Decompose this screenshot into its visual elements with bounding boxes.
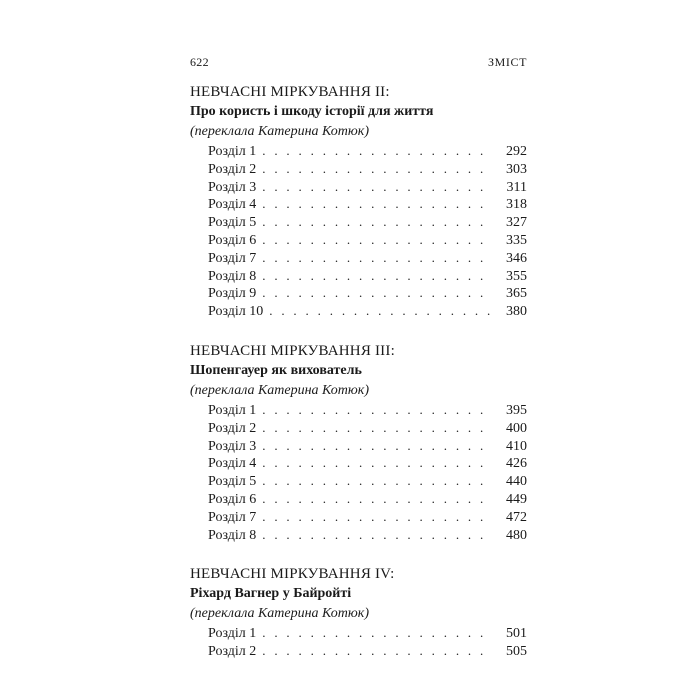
section-translator-note: (переклала Катерина Котюк) xyxy=(190,382,369,398)
toc-entry-page-number: 426 xyxy=(506,456,527,472)
toc-entry-label: Розділ 2 xyxy=(208,420,257,436)
toc-entry-label: Розділ 9 xyxy=(208,286,257,302)
toc-entry-label: Розділ 1 xyxy=(208,402,257,418)
dot-leader xyxy=(262,178,493,196)
table-of-contents xyxy=(190,83,527,682)
dot-leader xyxy=(262,267,493,285)
toc-entry-list xyxy=(190,142,527,320)
page-number: 622 xyxy=(190,55,209,69)
section-translator-note: (переклала Катерина Котюк) xyxy=(190,124,369,139)
dot-leader xyxy=(262,213,493,231)
toc-entry-page-number: 346 xyxy=(506,250,527,266)
dot-leader xyxy=(262,454,493,472)
toc-entry-page-number: 410 xyxy=(506,438,527,454)
toc-entry xyxy=(190,267,527,285)
toc-entry-label: Розділ 8 xyxy=(208,527,257,543)
toc-entry xyxy=(190,419,527,437)
dot-leader xyxy=(262,490,493,508)
toc-entry-label: Розділ 10 xyxy=(208,304,264,320)
toc-entry-label: Розділ 6 xyxy=(208,232,257,248)
toc-entry-label: Розділ 2 xyxy=(208,644,257,660)
toc-entry-label: Розділ 2 xyxy=(208,161,257,177)
dot-leader xyxy=(269,302,493,320)
toc-entry-page-number: 440 xyxy=(506,474,527,490)
toc-entry-label: Розділ 3 xyxy=(208,179,257,195)
toc-entry xyxy=(190,624,527,642)
toc-entry-page-number: 365 xyxy=(506,286,527,302)
toc-entry xyxy=(190,178,527,196)
toc-entry-label: Розділ 6 xyxy=(208,491,257,507)
toc-section xyxy=(190,565,527,660)
toc-entry-page-number: 292 xyxy=(506,144,527,159)
toc-entry-page-number: 355 xyxy=(506,268,527,284)
toc-entry xyxy=(190,642,527,660)
toc-entry-page-number: 311 xyxy=(506,179,527,195)
toc-entry-page-number: 327 xyxy=(506,215,527,231)
toc-entry xyxy=(190,508,527,526)
dot-leader xyxy=(262,437,493,455)
dot-leader xyxy=(262,195,493,213)
toc-entry xyxy=(190,526,527,544)
section-translator-note: (переклала Катерина Котюк) xyxy=(190,606,369,622)
toc-entry xyxy=(190,195,527,213)
running-head: ЗМІСТ xyxy=(487,55,527,69)
toc-entry xyxy=(190,142,527,160)
toc-entry-page-number: 335 xyxy=(506,232,527,248)
toc-entry xyxy=(190,490,527,508)
toc-entry-label: Розділ 5 xyxy=(208,215,257,231)
toc-entry xyxy=(190,284,527,302)
toc-entry xyxy=(190,231,527,249)
toc-entry-page-number: 400 xyxy=(506,420,527,436)
dot-leader xyxy=(262,284,493,302)
toc-entry-label: Розділ 5 xyxy=(208,474,257,490)
toc-entry-page-number: 505 xyxy=(506,644,527,660)
dot-leader xyxy=(262,160,493,178)
toc-entry-page-number: 472 xyxy=(506,509,527,525)
toc-entry xyxy=(190,160,527,178)
dot-leader xyxy=(262,231,493,249)
toc-entry-page-number: 395 xyxy=(506,402,527,418)
section-title: НЕВЧАСНІ МІРКУВАННЯ IV: xyxy=(190,566,395,583)
toc-entry-label: Розділ 1 xyxy=(208,626,257,642)
toc-entry xyxy=(190,401,527,419)
dot-leader xyxy=(262,401,493,419)
section-title: НЕВЧАСНІ МІРКУВАННЯ ІІ: xyxy=(190,84,390,100)
dot-leader xyxy=(262,624,493,642)
section-title: НЕВЧАСНІ МІРКУВАННЯ ІІІ: xyxy=(190,342,395,359)
dot-leader xyxy=(262,508,493,526)
toc-section xyxy=(190,342,527,543)
page-header xyxy=(190,55,527,73)
toc-entry-label: Розділ 7 xyxy=(208,509,257,525)
dot-leader xyxy=(262,249,493,267)
toc-entry-page-number: 449 xyxy=(506,491,527,507)
toc-entry-label: Розділ 8 xyxy=(208,268,257,284)
toc-entry xyxy=(190,437,527,455)
toc-entry xyxy=(190,249,527,267)
toc-entry-list xyxy=(190,401,527,543)
toc-entry-list xyxy=(190,624,527,660)
section-subtitle: Шопенгауер як вихователь xyxy=(190,362,362,378)
toc-entry-label: Розділ 3 xyxy=(208,438,257,454)
toc-entry-page-number: 380 xyxy=(506,304,527,320)
dot-leader xyxy=(262,142,493,160)
dot-leader xyxy=(262,472,493,490)
toc-entry-page-number: 318 xyxy=(506,197,527,213)
toc-entry xyxy=(190,213,527,231)
toc-section xyxy=(190,83,527,320)
toc-entry xyxy=(190,454,527,472)
section-subtitle: Про користь і шкоду історії для життя xyxy=(190,104,434,119)
toc-entry-page-number: 480 xyxy=(506,527,527,543)
toc-entry-label: Розділ 4 xyxy=(208,197,257,213)
dot-leader xyxy=(262,419,493,437)
toc-entry-label: Розділ 1 xyxy=(208,144,257,159)
dot-leader xyxy=(262,642,493,660)
toc-entry-label: Розділ 7 xyxy=(208,250,257,266)
section-subtitle: Ріхард Вагнер у Байройті xyxy=(190,586,352,602)
dot-leader xyxy=(262,526,493,544)
toc-entry-page-number: 303 xyxy=(506,161,527,177)
toc-entry xyxy=(190,302,527,320)
toc-entry-label: Розділ 4 xyxy=(208,456,257,472)
toc-entry-page-number: 501 xyxy=(506,626,527,642)
toc-entry xyxy=(190,472,527,490)
